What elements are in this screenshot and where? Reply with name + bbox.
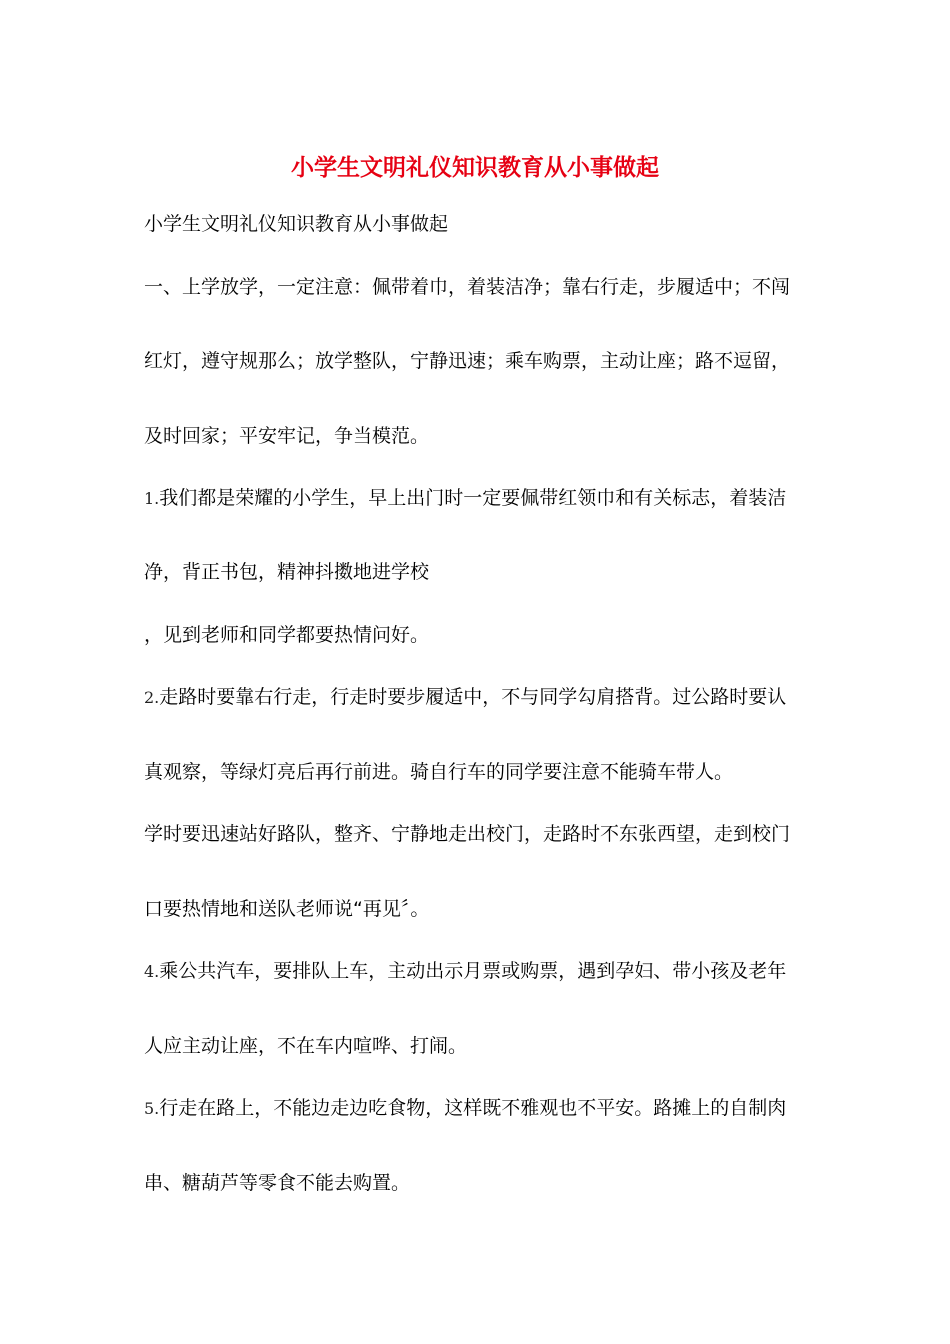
paragraph-line-10 bbox=[144, 819, 804, 850]
paragraph-line-13 bbox=[144, 1031, 804, 1062]
paragraph-line-3 bbox=[144, 346, 804, 377]
line-text: 串、糖葫芦等零食不能去购置。 bbox=[144, 1172, 411, 1194]
line-text: 乘公共汽车，要排队上车，主动出示月票或购票，遇到孕妇、带小孩及老年 bbox=[159, 960, 787, 982]
paragraph-line-12 bbox=[144, 956, 804, 987]
item-number: 1. bbox=[144, 489, 160, 508]
line-text: 真观察，等绿灯亮后再行前进。骑自行车的同学要注意不能骑车带人。 bbox=[144, 761, 734, 783]
line-text: 我们都是荣耀的小学生，早上出门时一定要佩带红领巾和有关标志，着装洁 bbox=[159, 487, 787, 509]
line-text: 小学生文明礼仪知识教育从小事做起 bbox=[144, 213, 449, 235]
paragraph-line-7 bbox=[144, 620, 804, 651]
line-text: 走路时要靠右行走，行走时要步履适中，不与同学勾肩搭背。过公路时要认 bbox=[159, 686, 787, 708]
line-text: 口要热情地和送队老师说“再见〞。 bbox=[144, 898, 430, 920]
paragraph-line-2 bbox=[144, 272, 804, 303]
item-number: 2. bbox=[144, 688, 160, 707]
item-number: 4. bbox=[144, 962, 160, 981]
paragraph-line-11 bbox=[144, 894, 804, 925]
document-title: 小学生文明礼仪知识教育从小事做起 bbox=[291, 154, 659, 181]
paragraph-line-6 bbox=[144, 557, 804, 588]
paragraph-line-1 bbox=[144, 209, 804, 240]
paragraph-line-4 bbox=[144, 421, 804, 452]
item-number: 5. bbox=[144, 1099, 160, 1118]
paragraph-line-15 bbox=[144, 1168, 804, 1199]
line-text: 一、上学放学，一定注意：佩带着巾，着装洁净；靠右行走，步履适中；不闯 bbox=[144, 276, 791, 298]
paragraph-line-8 bbox=[144, 682, 804, 713]
line-text: 行走在路上，不能边走边吃食物，这样既不雅观也不平安。路摊上的自制肉 bbox=[159, 1097, 787, 1119]
line-text: 学时要迅速站好路队，整齐、宁静地走出校门，走路时不东张西望，走到校门 bbox=[144, 823, 791, 845]
line-text: 及时回家；平安牢记，争当模范。 bbox=[144, 425, 430, 447]
paragraph-line-14 bbox=[144, 1093, 804, 1124]
line-text: 净，背正书包，精神抖擞地进学校 bbox=[144, 561, 430, 583]
line-text: 人应主动让座，不在车内喧哗、打闹。 bbox=[144, 1035, 468, 1057]
paragraph-line-9 bbox=[144, 757, 804, 788]
line-text: ，见到老师和同学都要热情问好。 bbox=[144, 624, 430, 646]
paragraph-line-5 bbox=[144, 483, 804, 514]
line-text: 红灯，遵守规那么；放学整队，宁静迅速；乘车购票，主动让座；路不逗留， bbox=[144, 350, 791, 372]
